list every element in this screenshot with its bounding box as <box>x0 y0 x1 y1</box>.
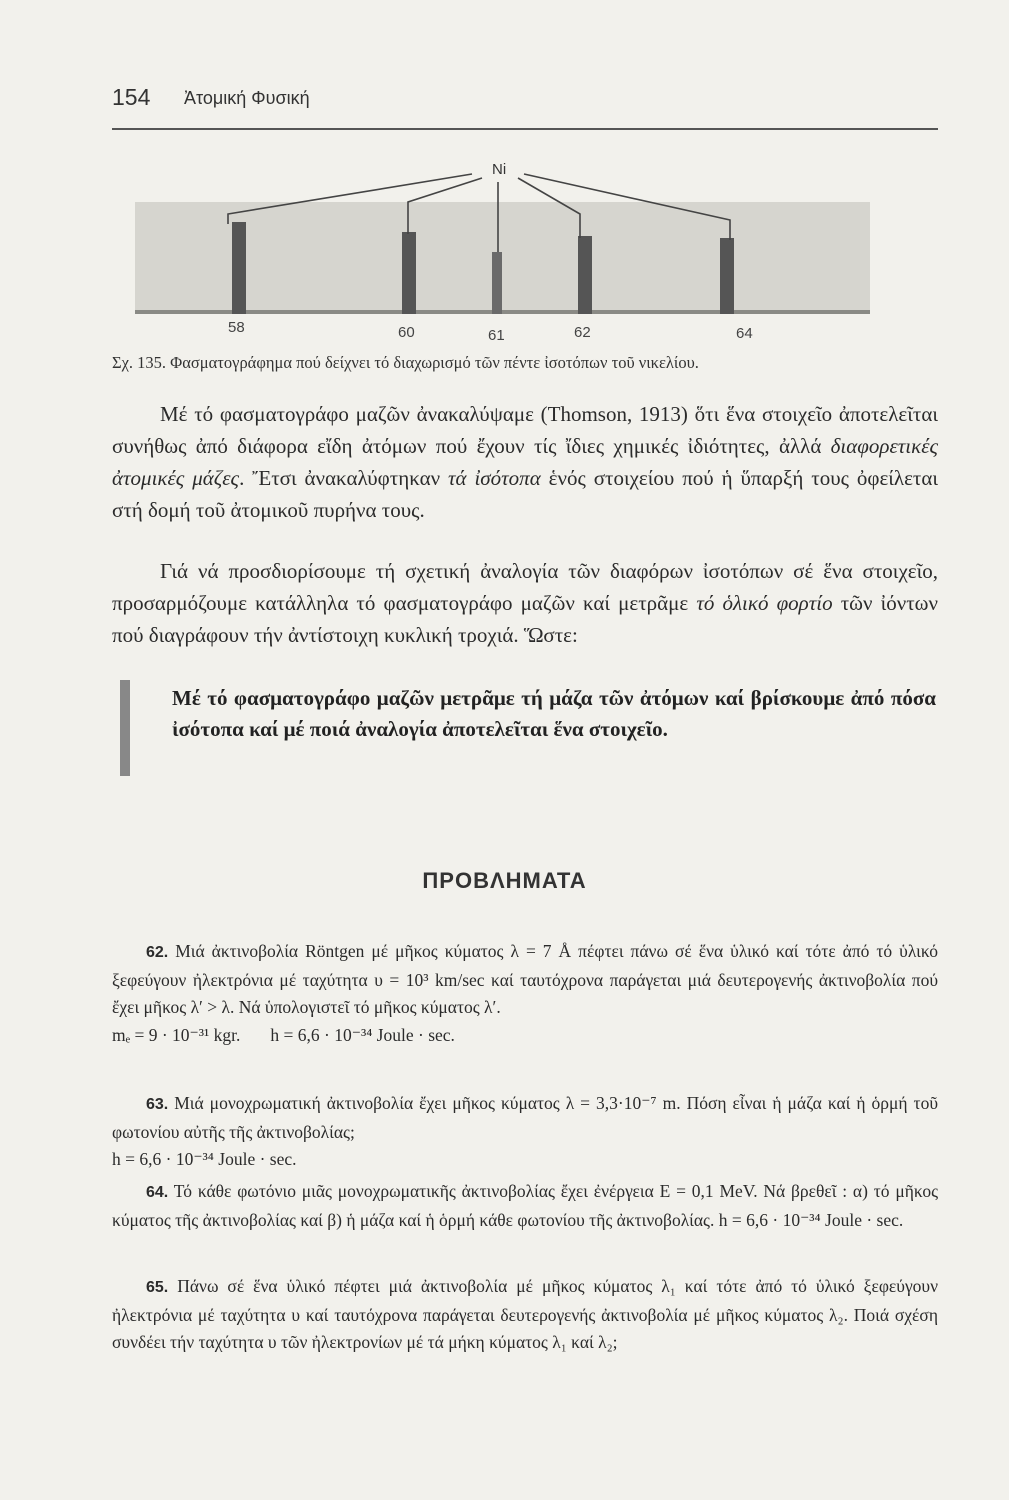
element-label: Ni <box>492 161 507 178</box>
running-title: Ἀτομική Φυσική <box>184 88 310 108</box>
mass-spectrogram-figure <box>130 140 875 355</box>
problem-number: 64. <box>146 1184 169 1201</box>
problem-data <box>112 1022 938 1050</box>
problems-heading: ΠΡΟΒΛΗΜΑΤΑ <box>422 868 587 893</box>
isotope-line-62 <box>578 236 592 314</box>
isotope-label: 61 <box>488 327 505 344</box>
figure-caption: Σχ. 135. Φασματογράφημα πού δείχνει τό διαχωρισμό τῶν πέντε ἰσοτόπων τοῦ νικελίου. <box>112 353 699 372</box>
isotope-line-60 <box>402 232 416 314</box>
constant: h = 6,6 · 10⁻³⁴ Joule · sec. <box>112 1149 297 1169</box>
emphasis-run: τά ἰσότοπα <box>448 466 541 490</box>
problem-64 <box>112 1178 938 1234</box>
isotope-line-64 <box>720 238 734 314</box>
isotope-label: 62 <box>574 324 591 341</box>
text-run: ἑνός στοιχείου πού ἡ ὕπαρξή τους ὀφείλεται στή δομή τοῦ ἀτομικοῦ πυρήνα τους. <box>112 466 939 522</box>
problem-data <box>112 1146 938 1174</box>
problem-text: Τό κάθε φωτόνιο μιᾶς μονοχρωματικῆς ἀκτινοβολίας ἔχει ἐνέργεια Ε = 0,1 MeV. Νά βρεθεῖ : α) τό μῆκος κύματος τῆς ἀκτινοβολίας καί β) ἡ μάζα καί ἡ ὁρμή κάθε φωτονίου τῆς ἀκτινοβολίας. h = 6,6 · 10⁻³⁴ Joule · sec. <box>112 1181 938 1230</box>
problem-text: Πάνω σέ ἕνα ὑλικό πέφτει μιά ἀκτινοβολία μέ μῆκος κύματος λ₁ καί τότε ἀπό τό ὑλικό ξεφεύγουν ἠλεκτρόνια μέ ταχύτητα υ καί ταυτόχρονα παράγεται δευτερογενής ἀκτινοβολία μέ μῆκος κύματος λ₂. Ποιά σχέση συνδέει τήν ταχύτητα υ τῶν ἠλεκτρονίων μέ τά μήκη κύματος λ₁ καί λ₂; <box>112 1276 939 1352</box>
isotope-label: 60 <box>398 324 415 341</box>
text-run: . Ἔτσι ἀνακαλύφτηκαν <box>239 466 449 490</box>
text-run: τῶν ἰόντων πού διαγράφουν τήν ἀντίστοιχη κυκλική τροχιά. Ὥστε: <box>112 591 938 647</box>
text-run: Μέ τό φασματογράφο μαζῶν ἀνακαλύψαμε (Thomson, 1913) ὅτι ἕνα στοιχεῖο ἀποτελεῖται συνήθως ἀπό διάφορα εἴδη ἀτόμων πού ἔχουν τίς ἴδιες χημικές ἰδιότητες, ἀλλά <box>112 402 938 458</box>
page-number: 154 <box>112 84 151 110</box>
constant: h = 6,6 · 10⁻³⁴ Joule · sec. <box>270 1024 455 1045</box>
isotope-label: 58 <box>228 319 245 336</box>
problem-62 <box>112 938 938 1049</box>
text-run: Γιά νά προσδιορίσουμε τή σχετική ἀναλογία τῶν διαφόρων ἰσοτόπων σέ ἕνα στοιχεῖο, προσαρμόζουμε κατάλληλα τό φασματογράφο μαζῶν καί μετρᾶμε <box>112 559 938 615</box>
isotope-line-61 <box>492 252 502 314</box>
problem-65 <box>112 1273 938 1357</box>
problem-number: 63. <box>146 1096 169 1113</box>
emphasis-run: τό ὁλικό φορτίο <box>696 591 833 615</box>
constant: mₑ = 9 · 10⁻³¹ kgr. <box>112 1024 241 1045</box>
problem-text: Μιά μονοχρωματική ἀκτινοβολία ἔχει μῆκος κύματος λ = 3,3·10⁻⁷ m. Πόση εἶναι ἡ μάζα καί ἡ ὁρμή τοῦ φωτονίου αὐτῆς τῆς ἀκτινοβολίας; <box>112 1093 938 1142</box>
page-header <box>112 80 932 120</box>
highlight-marker <box>120 680 130 776</box>
emphasis-run: διαφορετικές ἀτομικές μάζες <box>112 434 938 490</box>
isotope-line-58 <box>232 222 246 314</box>
problem-63 <box>112 1090 938 1174</box>
problem-text: Μιά ἀκτινοβολία Röntgen μέ μῆκος κύματος λ = 7 Å πέφτει πάνω σέ ἕνα ὑλικό καί τότε ἀπό τό ὑλικό ξεφεύγουν ἠλεκτρόνια μέ ταχύτητα υ = 10³ km/sec καί ταυτόχρονα παράγεται μιά δευτερογενής ἀκτινοβολία πού ἔχει μῆκος λ′ > λ. Νά ὑπολογιστεῖ τό μῆκος κύματος λ′. <box>112 941 939 1017</box>
header-rule <box>112 128 938 130</box>
isotope-label: 64 <box>736 325 753 342</box>
paragraph-isotope-discovery <box>112 398 938 526</box>
paragraph-isotope-ratio <box>112 555 938 651</box>
highlight-statement: Μέ τό φασματογράφο μαζῶν μετρᾶμε τή μάζα τῶν ἀτόμων καί βρίσκουμε ἀπό πόσα ἰσότοπα καί μέ ποιά ἀναλογία ἀποτελεῖται ἕνα στοιχεῖο. <box>172 686 936 741</box>
problem-number: 62. <box>146 944 169 961</box>
problem-number: 65. <box>146 1279 169 1296</box>
